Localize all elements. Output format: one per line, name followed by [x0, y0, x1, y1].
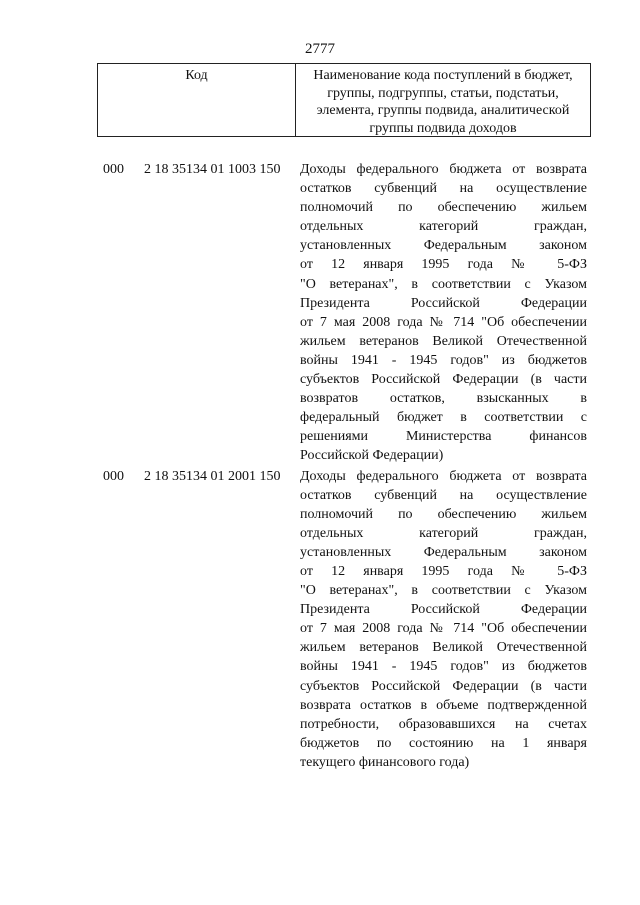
description-line: Российской Федерации) — [300, 448, 444, 464]
description-line: Президента Российской Федерации — [300, 602, 587, 618]
description-line: жильем ветеранов Великой Отечественной — [300, 640, 587, 656]
description-line: жильем ветеранов Великой Отечественной — [300, 333, 587, 349]
admin-code: 000 — [103, 468, 124, 484]
description-line: "О ветеранах", в соответствии с Указом — [300, 583, 587, 599]
description-line: текущего финансового года) — [300, 754, 470, 770]
description-line: от 7 мая 2008 года № 714 "Об обеспечении — [300, 621, 587, 637]
description-line: установленных Федеральным законом — [300, 238, 587, 254]
income-codes-list — [0, 160, 640, 773]
description-line: полномочий по обеспечению жильем — [300, 200, 587, 216]
income-code: 2 18 35134 01 1003 150 — [144, 162, 281, 177]
description-line: остатков субвенций на осуществление — [300, 487, 587, 503]
description-line: отдельных категорий граждан, — [300, 525, 587, 541]
description-line: остатков субвенций на осуществление — [300, 181, 587, 197]
income-description — [300, 467, 587, 773]
description-line: от 7 мая 2008 года № 714 "Об обеспечении — [300, 314, 587, 330]
description-line: установленных Федеральным законом — [300, 544, 587, 560]
description-line: возврата остатков в объеме подтвержденной — [300, 697, 587, 713]
description-line: от 12 января 1995 года № 5-ФЗ — [300, 563, 587, 579]
description-line: отдельных категорий граждан, — [300, 219, 587, 235]
column-header-code: Код — [98, 64, 296, 136]
admin-code: 000 — [103, 162, 124, 177]
description-line: субъектов Российской Федерации (в части — [300, 372, 587, 388]
page-number: 2777 — [305, 41, 335, 57]
table-row — [0, 160, 640, 466]
description-line: войны 1941 - 1945 годов" из бюджетов — [300, 659, 587, 675]
description-line: Президента Российской Федерации — [300, 295, 587, 311]
description-line: потребности, образовавшихся на счетах — [300, 716, 587, 732]
table-row — [0, 467, 640, 773]
column-header-name: Наименование кода поступлений в бюджет, группы, подгруппы, статьи, подстатьи, элемента, группы подвида, аналитической группы подвида доходов — [313, 68, 573, 136]
description-line: войны 1941 - 1945 годов" из бюджетов — [300, 352, 587, 368]
description-line: субъектов Российской Федерации (в части — [300, 678, 587, 694]
description-line: решениями Министерства финансов — [300, 429, 587, 445]
description-line: бюджетов по состоянию на 1 января — [300, 735, 587, 751]
description-line: Доходы федерального бюджета от возврата — [300, 468, 587, 484]
description-line: полномочий по обеспечению жильем — [300, 506, 587, 522]
description-line: возвратов остатков, взысканных в — [300, 391, 587, 407]
description-line: "О ветеранах", в соответствии с Указом — [300, 276, 587, 292]
description-line: федеральный бюджет в соответствии с — [300, 410, 587, 426]
table-header — [97, 63, 591, 137]
income-code: 2 18 35134 01 2001 150 — [144, 468, 281, 484]
income-description — [300, 160, 587, 466]
description-line: Доходы федерального бюджета от возврата — [300, 162, 587, 177]
description-line: от 12 января 1995 года № 5-ФЗ — [300, 257, 587, 273]
